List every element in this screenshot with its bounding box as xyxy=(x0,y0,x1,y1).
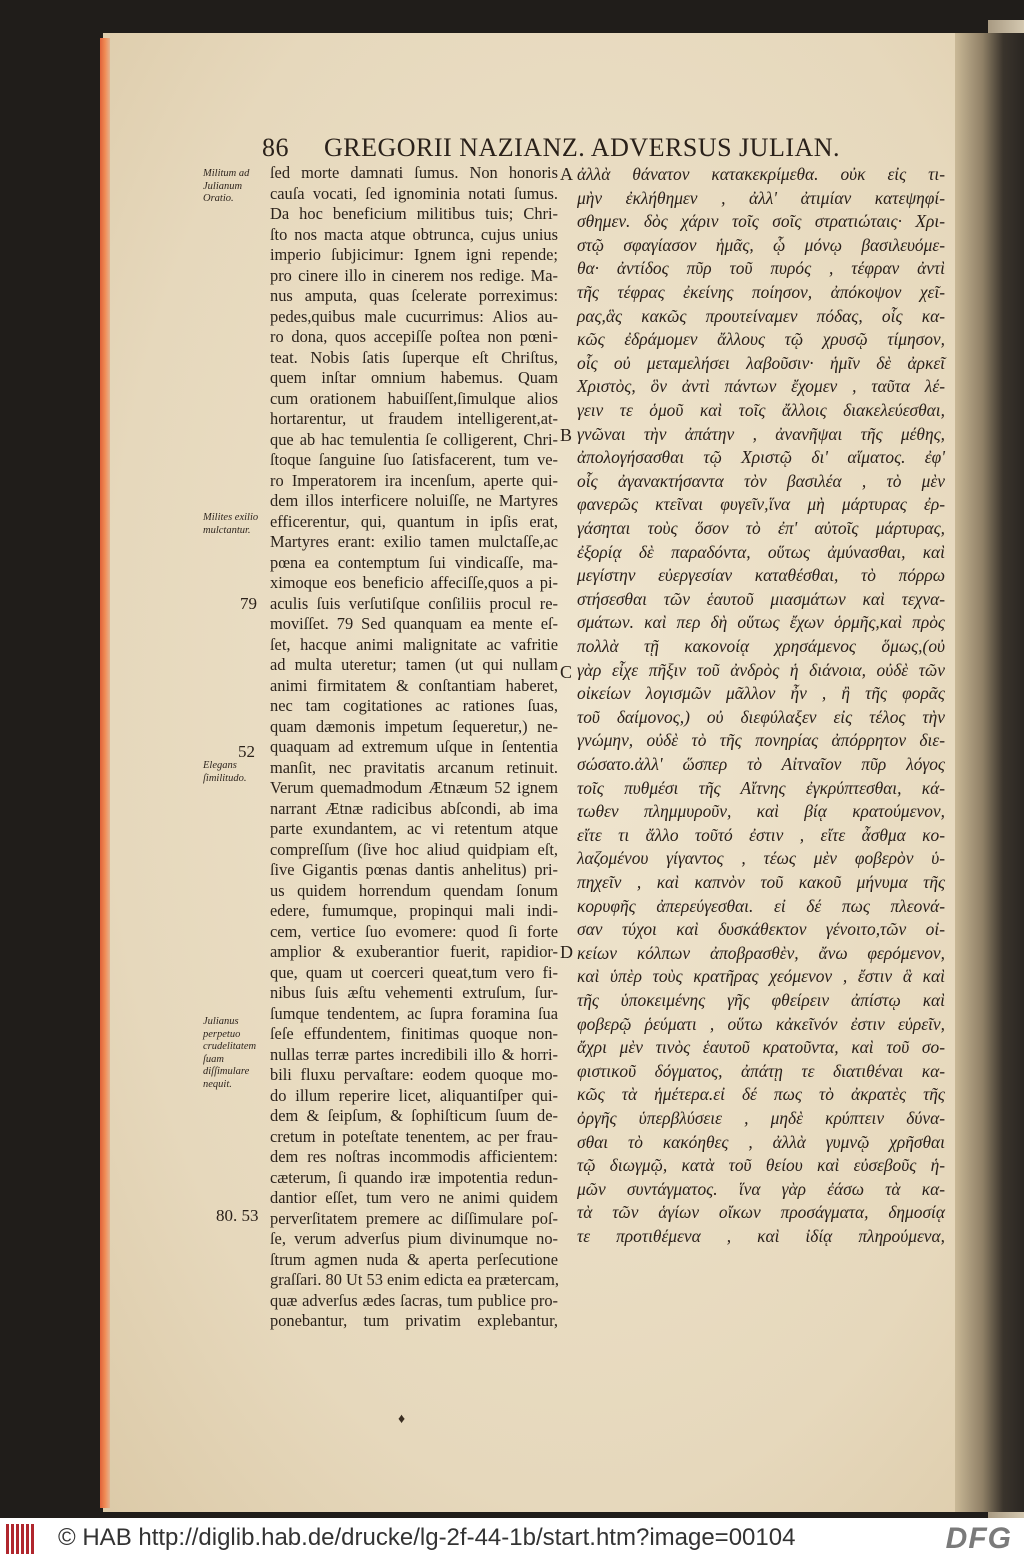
greek-text-line: κείων κόλπων ἀποβρασθὲν, ἄνω φερόμενον, xyxy=(577,942,945,963)
latin-text-line: ſto nos macta atque obtrunca, cujus unius xyxy=(270,224,558,244)
latin-text-line: Verum quemadmodum Ætnæum 52 ignem xyxy=(270,778,558,797)
page-number: 86 xyxy=(262,133,289,162)
greek-text-line: μὴν ἐκλήθημεν , ἀλλ' ἀτιμίαν κατεψηφί- xyxy=(577,187,945,208)
latin-text-line: cretum in poteſtate tenentem, ac per frau- xyxy=(270,1126,558,1146)
latin-text-line: do illum reperire licet, aliquantiſper qui- xyxy=(270,1085,558,1105)
latin-text-line: perverſitatem premere ac diſſimulare poſ- xyxy=(270,1208,558,1228)
latin-text-line: bili fluxu pervaſtare: eodem quoque mo- xyxy=(270,1065,558,1084)
ornament: ♦ xyxy=(398,1412,406,1427)
latin-text-line: edere, fumumque, propinqui mali indi- xyxy=(270,901,558,920)
side-note: Elegans ſimilitudo. xyxy=(203,760,247,784)
greek-text-line: τῆς τέφρας ἐκείνης ποίησον, ἀπόκοψον χεῖ- xyxy=(577,282,945,302)
latin-text-line: moviſſet. 79 Sed quanquam ea mente eſ- xyxy=(270,614,558,633)
greek-text-line: ἄχρι μὲν τινὸς ἑαυτοῦ κρατοῦντα, καὶ τοῦ σο- xyxy=(577,1037,945,1058)
latin-text-line: amplior & exuberantior fuerit, rapidior- xyxy=(270,942,558,961)
latin-text-line: cæterum, ſi quando iræ impotentia redun- xyxy=(270,1167,558,1187)
latin-text-line: ro Imperatorem ira incenſum, aperte qui- xyxy=(270,470,558,490)
latin-text-line: quam dæmonis impetum ſequeretur,) ne- xyxy=(270,716,558,736)
margin-number: 52 xyxy=(238,742,255,761)
greek-text-line: μῶν συντάγματος. ἵνα γὰρ ἐάσω τὰ κα- xyxy=(577,1178,945,1199)
greek-text-line: κῶς ἐδράμομεν ἄλλους τῷ χρυσῷ τίμησον, xyxy=(577,329,945,350)
greek-text-line: καὶ ὑπὲρ τοὺς κρατῆρας χεόμενον , ἔστιν ἃ καὶ xyxy=(577,966,945,987)
greek-text-line: σμάτων. καὶ περ δὴ οὕτως ἔχων ὁρμῆς,καὶ πρὸς xyxy=(577,612,945,633)
greek-text-line: ἐξορίᾳ δὲ παραδόντα, οὕτως ἀμύνασθαι, καὶ xyxy=(577,541,945,562)
latin-text-line: Da hoc beneficium militibus tuis; Chri- xyxy=(270,204,558,223)
latin-text-line: nullas terræ partes incredibili illo & horri- xyxy=(270,1044,558,1064)
greek-text-line: τῷ διωγμῷ, κατὰ τοῦ θείου καὶ εὐσεβοῦς ἡ- xyxy=(577,1155,945,1176)
latin-text-line: teat. Nobis ſatis ſuperque eſt Chriſtus, xyxy=(270,347,558,367)
greek-text-line: κῶς τὰ ἡμέτερα.εἰ δέ πως τὸ ἀκρατὲς τῆς xyxy=(577,1084,945,1105)
greek-text-line: πολλὰ τῇ κακονοίᾳ χρησάμενος ὅμως,(οὐ xyxy=(577,636,945,656)
greek-text-line: Χριστὸς, ὃν ἀντὶ πάντων ἔχομεν , ταῦτα λέ- xyxy=(577,376,945,397)
latin-text-line: pedes,quibus male cucurrimus: Alios au- xyxy=(270,306,558,326)
greek-text-line: οἷς ἀγανακτήσαντα τὸν βασιλέα , τὸ μὲν xyxy=(577,470,945,491)
greek-text-line: λαζομένου γίγαντος , τέως μὲν φοβερὸν ὑ- xyxy=(577,848,945,869)
latin-text-line: dem res noſtras incommodis afficientem: xyxy=(270,1147,558,1166)
latin-text-line: hortarentur, ut fraudem intelligerent,at- xyxy=(270,409,558,428)
latin-text-line: efficerentur, qui, quantum in ipſis erat, xyxy=(270,511,558,531)
latin-text-line: us quidem horrendum quendam ſonum xyxy=(270,880,558,900)
greek-text-line: φοβερῷ ῥεύματι , οὕτω κἀκεῖνόν ἐστιν εὑρεῖν, xyxy=(577,1013,945,1034)
greek-text-line: στήσεσθαι τῶν ἑαυτοῦ μιασμάτων καὶ τεχνα- xyxy=(577,588,945,609)
greek-text-line: σαν τύχοι καὶ δυσκάθεκτον γένοιτο,τῶν οἰ- xyxy=(577,919,945,940)
dfg-logo: DFG xyxy=(945,1522,1012,1555)
greek-text-line: σώσατο.ἀλλ' ὥσπερ τὸ Αἰτναῖον πῦρ λόγος xyxy=(577,754,945,774)
greek-text-line: γειν τε ὁμοῦ καὶ τοῖς ἄλλοις διακελεύεσθαι, xyxy=(577,400,945,420)
latin-text-line: que, quam ut coerceri queat,tum vero fi- xyxy=(270,962,558,982)
latin-text-line: ponebantur, tum privatim explebantur, xyxy=(270,1311,558,1330)
section-letter: A xyxy=(560,164,573,184)
greek-text-line: γνῶναι τὴν ἀπάτην , ἀνανῆψαι τῆς μέθης, xyxy=(577,423,945,444)
latin-text-line: parte exundantem, ac vi retentum atque xyxy=(270,819,558,838)
latin-text-line: nus amputa, quas ſcelerate porreximus: xyxy=(270,286,558,305)
greek-text-line: τωθεν πλημμυροῦν, καὶ βίᾳ κρατούμενον, xyxy=(577,801,945,822)
greek-text-line: θα· ἀντίδος πῦρ τοῦ πυρός , τέφραν ἀντὶ xyxy=(577,258,945,279)
latin-text-line: pœna ea contemptum ſui vindicaſſe, ma- xyxy=(270,552,558,572)
greek-text-line: στῷ σφαγίασον ἡμᾶς, ᾧ μόνῳ βασιλευόμε- xyxy=(577,234,945,255)
greek-text-line: πηχεῖν , καὶ καπνὸν τοῦ κακοῦ μήνυμα τῆς xyxy=(577,872,945,892)
section-letter: D xyxy=(560,942,573,962)
latin-text-line: narrant Ætnæ radicibus abſcondi, ab ima xyxy=(270,798,558,818)
greek-text-line: τῆς ὑποκειμένης γῆς φθείρειν ἀπίστῳ καὶ xyxy=(577,990,945,1010)
latin-text-line: dem illos interficere noluiſſe, ne Martyres xyxy=(270,491,558,510)
greek-text-line: γνώμην, οὐδὲ τὸ τῆς πονηρίας ἀπόρρητον διε- xyxy=(577,730,945,751)
greek-text-line: ἀλλὰ θάνατον κατακεκρίμεθα. οὐκ εἰς τι- xyxy=(577,164,945,184)
latin-text-line: ſed morte damnati ſumus. Non honoris xyxy=(270,163,558,182)
page-edge-color xyxy=(100,38,110,1508)
latin-text-line: dem & ſeipſum, & ſophiſticum ſuum de- xyxy=(270,1106,558,1125)
footer-copyright: © HAB http://diglib.hab.de/drucke/lg-2f-44-1b/start.htm?image=00104 xyxy=(58,1524,796,1551)
greek-text-line: σθαι τὸ κακόηθες , ἀλλὰ γυμνῷ χρῆσθαι xyxy=(577,1131,945,1152)
book-gutter xyxy=(955,33,1024,1512)
latin-text-line: ſet, hacque animi malignitate ac vafritie xyxy=(270,634,558,654)
latin-text-line: ſumque tendentem, ac ſupra foramina ſua xyxy=(270,1003,558,1023)
greek-text-line: γὰρ εἶχε πῆξιν τοῦ ἀνδρὸς ἡ διάνοια, οὐδὲ τῶν xyxy=(577,659,945,680)
latin-text-line: Martyres erant: exilio tamen mulctaſſe,ac xyxy=(270,532,558,551)
latin-text-line: imperio ſubjicimur: Ignem igni repende; xyxy=(270,245,558,264)
latin-text-line: ſive Gigantis pœnas dantis anhelitus) pri- xyxy=(270,860,558,879)
latin-text-line: animi firmitatem & conſtantiam haberet, xyxy=(270,675,558,695)
margin-number: 79 xyxy=(240,594,257,613)
latin-text-line: compreſſum (ſive hoc aliud quidpiam eſt, xyxy=(270,839,558,859)
latin-text-line: ad multa uteretur; tamen (ut qui nullam xyxy=(270,655,558,674)
side-note: Milites exilio mulctantur. xyxy=(203,512,259,536)
latin-text-line: quaquam ad extremum uſque in ſententia xyxy=(270,737,558,756)
greek-text-line: φιστικοῦ δόγματος, ἀπάτῃ τε διατιθέναι κα- xyxy=(577,1060,945,1081)
latin-text-line: cauſa vocati, ſed ignominia notati ſumus. xyxy=(270,183,558,203)
latin-text-line: ſeſe effundentem, finitimas quoque non- xyxy=(270,1024,558,1043)
latin-text-line: ſtrum agmen nuda & aperta perſecutione xyxy=(270,1249,558,1269)
greek-text-line: οἷς οὐ μεταμελήσει λαβοῦσιν· ἡμῖν δὲ ἀρκεῖ xyxy=(577,352,945,373)
greek-text-line: σθημεν. δὸς χάριν τοῖς σοῖς στρατιώταις· Χρι- xyxy=(577,211,945,232)
margin-number: 80. 53 xyxy=(216,1206,259,1225)
latin-text-line: ſtoque ſanguine ſuo ſatisfacerent, tum ve- xyxy=(270,450,558,469)
running-title: GREGORII NAZIANZ. ADVERSUS JULIAN. xyxy=(324,133,841,162)
greek-text-line: τε προτιθέμενα , καὶ ἰδίᾳ πληρούμενα, xyxy=(577,1226,945,1246)
latin-text-line: graſſari. 80 Ut 53 enim edicta ea prætercam, xyxy=(270,1270,559,1289)
latin-text-line: ſe, verum adverſus pium divinumque no- xyxy=(270,1229,558,1248)
greek-text-line: μεγίστην εὐεργεσίαν καταθέσθαι, τὸ πόρρω xyxy=(577,565,945,586)
latin-text-line: dantior eſſet, tum vero ne animi quidem xyxy=(270,1188,558,1207)
greek-text-line: τὰ τῶν ἁγίων οἴκων προσάγματα, δημοσίᾳ xyxy=(577,1202,945,1223)
greek-text-line: τοῦ δαίμονος,) οὐ διεφύλαξεν εἰς τέλος τὴν xyxy=(577,706,945,727)
latin-text-line: cum orationem habuiſſent,ſimulque alios xyxy=(270,388,558,408)
latin-text-line: nibus ſuis æſtu vehementi extruſum, ſur- xyxy=(270,983,558,1002)
greek-text-line: γάσηται τοὺς ὅσον τὸ ἐπ' αὐτοῖς μάρτυρας, xyxy=(577,518,945,538)
side-note: Julianus perpetuo crudelitatem ſuam diſſimulare nequit. xyxy=(203,1016,257,1090)
greek-text-line: ἀπολογήσασθαι τῷ Χριστῷ δι' αἵματος. ἐφ' xyxy=(577,447,945,468)
latin-text-line: quem inſtar omnium habemus. Quam xyxy=(270,368,558,387)
greek-text-line: ὀργῆς ὑπερβλύσειε , μηδὲ κρύπτειν δύνα- xyxy=(577,1108,945,1128)
latin-text-line: cem, vertice ſuo evomere: quod ſi forte xyxy=(270,921,558,941)
greek-text-line: τοῖς πυθμέσι τῆς Αἴτνης ἐγκρύπτεσθαι, κά- xyxy=(577,777,945,798)
latin-text-line: que ab hac temulentia ſe colligerent, Chri- xyxy=(270,429,558,449)
greek-text-line: κορυφῆς ἀπερεύγεσθαι. εἰ δέ πως πλεονά- xyxy=(577,895,945,916)
latin-text-line: pro cinere illo in cinerem nos redige. Ma- xyxy=(270,265,558,285)
side-note: Militum ad Julianum Oratio. xyxy=(203,168,250,204)
greek-text-line: οἰκείων λογισμῶν μᾶλλον ἦν , ἢ τῆς φορᾶς xyxy=(577,683,945,704)
footer-bar xyxy=(0,1518,1024,1560)
latin-text-line: ro dona, quos accepiſſe poſtea non pœni- xyxy=(270,327,558,346)
section-letter: B xyxy=(560,425,573,445)
hab-logo-icon xyxy=(6,1524,40,1554)
latin-text-line: quæ adverſus ædes ſacras, tum publice pro- xyxy=(270,1290,558,1310)
greek-text-line: φανερῶς κτεῖναι φυγεῖν,ἵνα μὴ μάρτυρας ἐρ- xyxy=(577,494,945,515)
latin-text-line: aculis ſuis verſutiſque conſiliis procul re- xyxy=(270,593,558,613)
greek-text-line: ρας,ἃς κακῶς προυτείναμεν πόδας, οἷς κα- xyxy=(577,305,945,326)
greek-text-line: εἴτε τι ἄλλο τοῦτό ἐστιν , εἴτε ἆσθμα κο- xyxy=(577,824,945,845)
latin-text-line: nec tam cogitationes ac rationes ſuas, xyxy=(270,696,558,715)
latin-text-line: manſit, nec pravitatis arcanum retinuit. xyxy=(270,757,558,777)
section-letter: C xyxy=(560,662,573,682)
latin-text-line: ximoque eos beneficio affeciſſe,quos a pi- xyxy=(270,573,558,592)
